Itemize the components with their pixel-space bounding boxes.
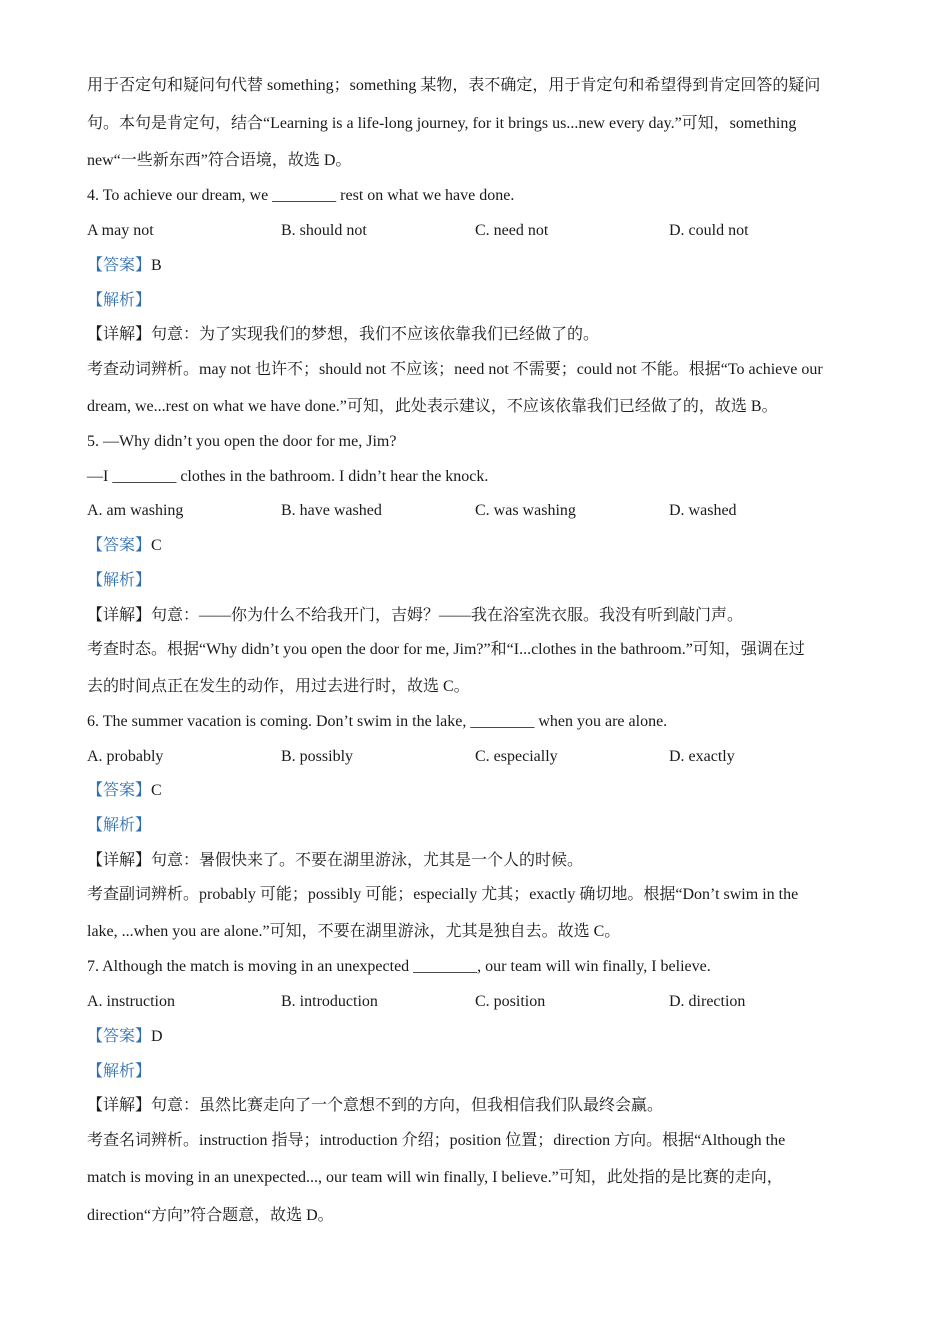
q5-stem-2: —I ________ clothes in the bathroom. I didn’t hear the knock.: [87, 468, 489, 485]
q7-option-a: A. instruction: [87, 993, 175, 1010]
q6-explanation-1: 考查副词辨析。probably 可能；possibly 可能；especially 尤其；exactly 确切地。根据“Don’t swim in the: [87, 886, 799, 903]
detail-tag: 【详解】: [87, 852, 152, 869]
detail-tag: 【详解】: [87, 1097, 152, 1114]
q4-stem: 4. To achieve our dream, we ________ rest on what we have done.: [87, 187, 515, 204]
q5-stem-1: 5. —Why didn’t you open the door for me, Jim?: [87, 433, 397, 450]
q4-explanation-1: 考查动词辨析。may not 也许不；should not 不应该；need not 不需要；could not 不能。根据“To achieve our: [87, 361, 823, 378]
answer-tag: 【答案】: [87, 257, 152, 274]
q5-option-b: B. have washed: [281, 502, 382, 519]
q4-answer-value: B: [151, 257, 162, 274]
answer-tag: 【答案】: [87, 537, 152, 554]
q7-explanation-3: direction“方向”符合题意，故选 D。: [87, 1207, 334, 1224]
q6-stem: 6. The summer vacation is coming. Don’t swim in the lake, ________ when you are alone.: [87, 713, 668, 730]
q5-option-a: A. am washing: [87, 502, 184, 519]
answer-tag: 【答案】: [87, 782, 152, 799]
q7-explanation-2: match is moving in an unexpected..., our team will win finally, I believe.”可知，此处指的是比赛的走向，: [87, 1169, 783, 1186]
q6-analysis-tag: 【解析】: [87, 817, 152, 834]
q6-explanation-2: lake, ...when you are alone.”可知，不要在湖里游泳，尤其是独自去。故选 C。: [87, 923, 621, 940]
q6-option-b: B. possibly: [281, 748, 354, 765]
q7-option-d: D. direction: [669, 993, 746, 1010]
q4-detail-text: 句意：为了实现我们的梦想，我们不应该依靠我们已经做了的。: [151, 326, 600, 343]
q4-detail: [87, 325, 599, 345]
answer-tag: 【答案】: [87, 1028, 152, 1045]
q5-analysis-tag: 【解析】: [87, 572, 152, 589]
q5-explanation-1: 考查时态。根据“Why didn’t you open the door for me, Jim?”和“I...clothes in the bathroom.”可知，强调在过: [87, 641, 805, 658]
q7-stem: 7. Although the match is moving in an unexpected ________, our team will win finally, I believe.: [87, 958, 711, 975]
detail-tag: 【详解】: [87, 607, 152, 624]
q5-option-c: C. was washing: [475, 502, 576, 519]
q7-detail-text: 句意：虽然比赛走向了一个意想不到的方向，但我相信我们队最终会赢。: [151, 1097, 664, 1114]
q7-detail: [87, 1096, 663, 1116]
q5-answer-value: C: [151, 537, 162, 554]
q6-option-d: D. exactly: [669, 748, 735, 765]
q6-detail: [87, 851, 583, 871]
detail-tag: 【详解】: [87, 326, 152, 343]
q7-option-c: C. position: [475, 993, 546, 1010]
q6-options: [87, 747, 867, 767]
q6-answer: [87, 781, 162, 801]
q5-options: [87, 501, 867, 521]
intro-line-3: new“一些新东西”符合语境，故选 D。: [87, 152, 352, 169]
q5-answer: [87, 536, 162, 556]
q6-detail-text: 句意：暑假快来了。不要在湖里游泳，尤其是一个人的时候。: [151, 852, 584, 869]
q7-answer: [87, 1027, 163, 1047]
q4-options: [87, 221, 867, 241]
q7-analysis-tag: 【解析】: [87, 1063, 152, 1080]
q4-option-d: D. could not: [669, 222, 749, 239]
q7-option-b: B. introduction: [281, 993, 378, 1010]
q6-answer-value: C: [151, 782, 162, 799]
q5-detail-text: 句意：——你为什么不给我开门，吉姆？——我在浴室洗衣服。我没有听到敲门声。: [151, 607, 744, 624]
intro-line-2: 句。本句是肯定句，结合“Learning is a life-long journey, for it brings us...new every day.”可知，something: [87, 115, 797, 132]
q7-explanation-1: 考查名词辨析。instruction 指导；introduction 介绍；position 位置；direction 方向。根据“Although the: [87, 1132, 786, 1149]
intro-line-1: 用于否定句和疑问句代替 something；something 某物，表不确定，用于肯定句和希望得到肯定回答的疑问: [87, 77, 821, 94]
q6-option-a: A. probably: [87, 748, 164, 765]
q5-explanation-2: 去的时间点正在发生的动作，用过去进行时，故选 C。: [87, 678, 470, 695]
q4-answer: [87, 256, 162, 276]
q4-option-a: A may not: [87, 222, 154, 239]
q7-options: [87, 992, 867, 1012]
q5-option-d: D. washed: [669, 502, 737, 519]
q4-option-c: C. need not: [475, 222, 549, 239]
q5-detail: [87, 606, 743, 626]
q4-option-b: B. should not: [281, 222, 367, 239]
q4-analysis-tag: 【解析】: [87, 292, 152, 309]
q6-option-c: C. especially: [475, 748, 558, 765]
q4-explanation-2: dream, we...rest on what we have done.”可知，此处表示建议，不应该依靠我们已经做了的，故选 B。: [87, 398, 778, 415]
q7-answer-value: D: [151, 1028, 163, 1045]
